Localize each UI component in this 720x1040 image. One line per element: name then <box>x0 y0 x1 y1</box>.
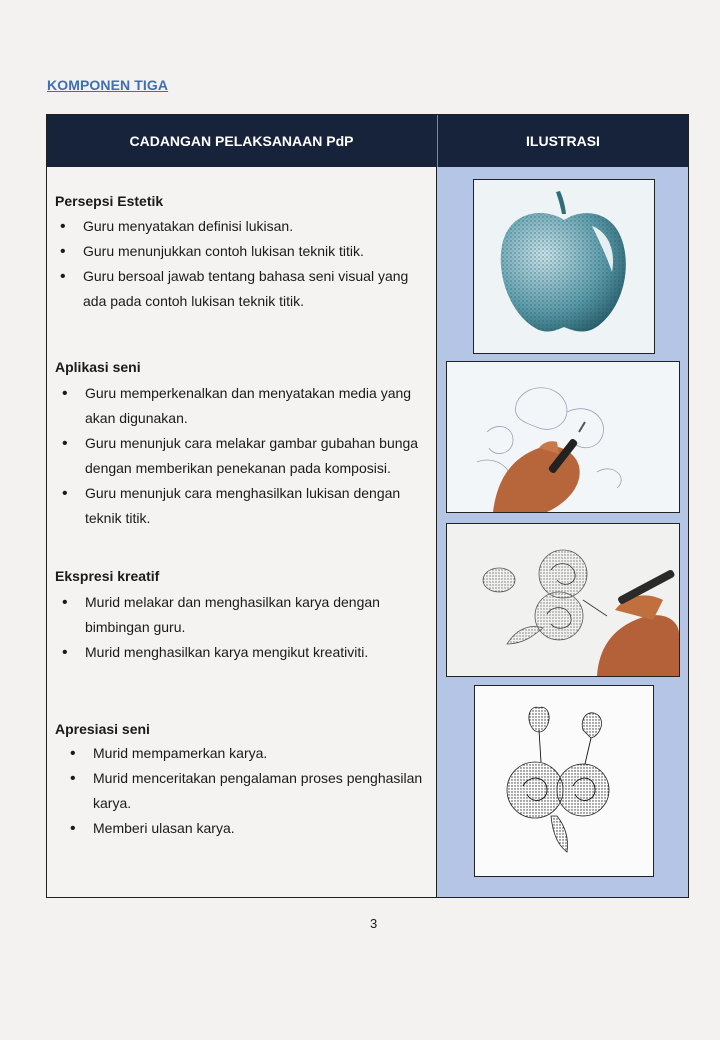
list-item: • Guru menunjuk cara menghasilkan lukisan dengan teknik titik. <box>57 481 427 531</box>
section-title-ekspresi: Ekspresi kreatif <box>55 568 160 584</box>
section-title-persepsi: Persepsi Estetik <box>55 193 164 209</box>
col-header-illustration: ILUSTRASI <box>437 115 688 167</box>
stippled-roses-icon <box>474 685 654 877</box>
list-item: • Murid menceritakan pengalaman proses penghasilan karya. <box>65 766 427 816</box>
list-persepsi <box>55 214 427 314</box>
list-item: • Guru memperkenalkan dan menyatakan media yang akan digunakan. <box>57 381 427 431</box>
list-item: • Memberi ulasan karya. <box>65 816 427 841</box>
list-ekspresi <box>57 590 427 665</box>
col-header-implementation: CADANGAN PELAKSANAAN PdP <box>129 133 354 149</box>
list-item: • Guru menunjukkan contoh lukisan teknik titik. <box>55 239 427 264</box>
list-item: • Murid menghasilkan karya mengikut kreativiti. <box>57 640 427 665</box>
column-divider <box>436 167 437 897</box>
page-number: 3 <box>370 916 378 931</box>
lesson-table <box>46 114 689 898</box>
stippled-apple-icon <box>473 179 655 354</box>
list-item: • Murid mempamerkan karya. <box>65 741 427 766</box>
list-item: • Guru bersoal jawab tentang bahasa seni visual yang ada pada contoh lukisan teknik titik. <box>55 264 427 314</box>
list-item: • Murid melakar dan menghasilkan karya dengan bimbingan guru. <box>57 590 427 640</box>
section-heading[interactable]: KOMPONEN TIGA <box>47 77 169 93</box>
list-aplikasi <box>57 381 427 531</box>
list-apresiasi <box>65 741 427 841</box>
section-title-apresiasi: Apresiasi seni <box>55 721 150 737</box>
hand-sketching-flowers-icon <box>446 361 680 513</box>
table-header <box>47 115 688 167</box>
section-title-aplikasi: Aplikasi seni <box>55 359 141 375</box>
hand-stippling-roses-icon <box>446 523 680 677</box>
list-item: • Guru menunjuk cara melakar gambar gubahan bunga dengan memberikan penekanan pada komposisi. <box>57 431 427 481</box>
list-item: • Guru menyatakan definisi lukisan. <box>55 214 427 239</box>
